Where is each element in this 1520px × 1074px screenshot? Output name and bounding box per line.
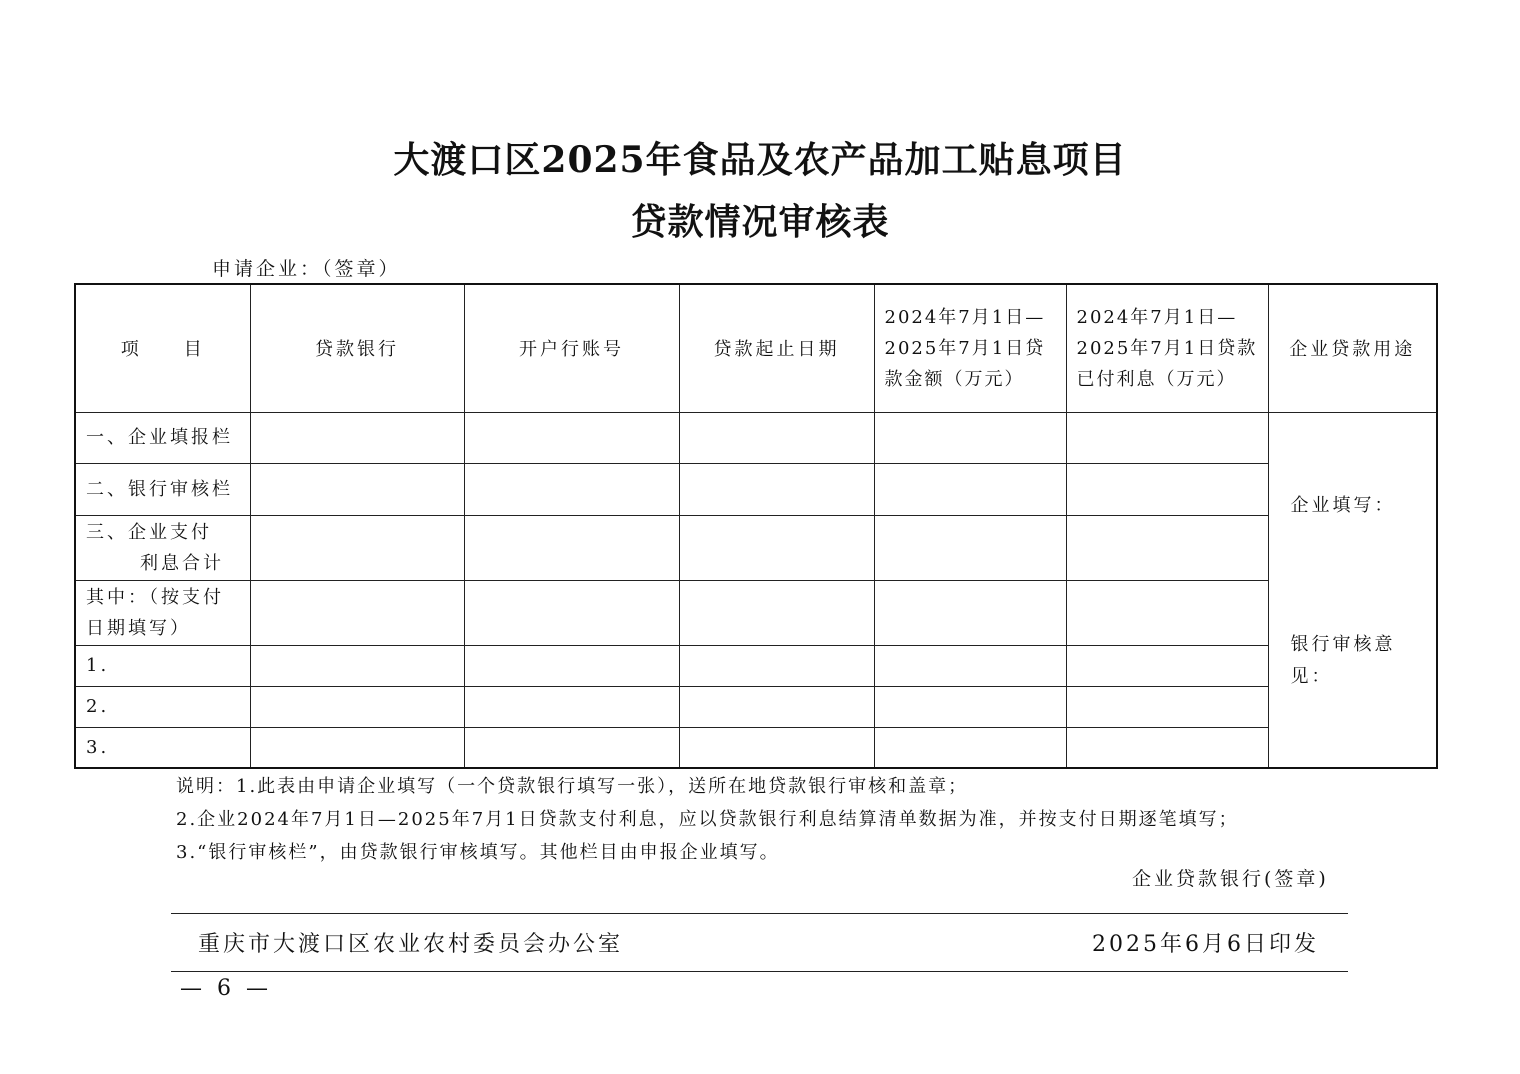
- row-label-bank-review: 二、银行审核栏: [75, 463, 250, 515]
- table-cell[interactable]: [250, 412, 464, 463]
- table-cell[interactable]: [464, 645, 679, 686]
- table-cell[interactable]: [679, 515, 874, 580]
- table-cell[interactable]: [1066, 727, 1268, 768]
- table-cell[interactable]: [679, 580, 874, 645]
- issue-date: 2025年6月6日印发: [1092, 932, 1319, 957]
- header-dates: 贷款起止日期: [679, 284, 874, 412]
- table-cell[interactable]: [679, 645, 874, 686]
- table-row: [75, 727, 1437, 768]
- table-cell[interactable]: [874, 686, 1066, 727]
- table-cell[interactable]: [464, 515, 679, 580]
- row-label-interest-total-line2: 利息合计: [140, 552, 224, 574]
- table-cell[interactable]: [874, 412, 1066, 463]
- table-cell[interactable]: [1066, 686, 1268, 727]
- header-interest: 2024年7月1日—2025年7月1日贷款已付利息（万元）: [1066, 284, 1268, 412]
- instruction-1: 说明：1.此表由申请企业填写（一个贷款银行填写一张），送所在地贷款银行审核和盖章；: [176, 776, 969, 797]
- table-row: [75, 686, 1437, 727]
- table-row: [75, 580, 1437, 645]
- header-item: 项 目: [75, 284, 250, 412]
- table-cell[interactable]: [464, 463, 679, 515]
- table-cell[interactable]: [250, 463, 464, 515]
- row-label-1: 1.: [75, 645, 250, 686]
- table-cell[interactable]: [250, 645, 464, 686]
- header-amount: 2024年7月1日—2025年7月1日贷款金额（万元）: [874, 284, 1066, 412]
- footer-divider-bottom: [171, 971, 1348, 972]
- table-cell[interactable]: [464, 727, 679, 768]
- document-subtitle: 贷款情况审核表: [630, 201, 890, 243]
- table-cell[interactable]: [464, 686, 679, 727]
- header-account: 开户行账号: [464, 284, 679, 412]
- instruction-3: 3.“银行审核栏”，由贷款银行审核填写。其他栏目由申报企业填写。: [176, 842, 780, 863]
- document-title: 大渡口区2025年食品及农产品加工贴息项目: [393, 139, 1127, 181]
- footer-divider-top: [171, 913, 1348, 914]
- table-cell[interactable]: [1066, 412, 1268, 463]
- table-cell[interactable]: [464, 412, 679, 463]
- usage-bank-opinion-label: 银行审核意见：: [1290, 633, 1396, 687]
- row-label-enterprise-report: 一、企业填报栏: [75, 412, 250, 463]
- header-bank: 贷款银行: [250, 284, 464, 412]
- table-cell[interactable]: [250, 580, 464, 645]
- bank-seal-label: 企业贷款银行(签章): [1132, 868, 1329, 890]
- row-label-breakdown: 其中：（按支付日期填写）: [75, 580, 250, 645]
- table-cell[interactable]: [874, 515, 1066, 580]
- table-cell[interactable]: [250, 686, 464, 727]
- loan-audit-table: [74, 283, 1438, 769]
- table-row: [75, 412, 1437, 463]
- row-label-interest-total-line1: 三、企业支付: [86, 521, 212, 543]
- table-cell[interactable]: [874, 463, 1066, 515]
- table-cell[interactable]: [250, 515, 464, 580]
- table-header-row: [75, 284, 1437, 412]
- row-label-3: 3.: [75, 727, 250, 768]
- table-cell[interactable]: [464, 580, 679, 645]
- table-cell[interactable]: [679, 727, 874, 768]
- table-cell[interactable]: [1066, 515, 1268, 580]
- table-cell[interactable]: [250, 727, 464, 768]
- table-row: [75, 463, 1437, 515]
- issuer-name: 重庆市大渡口区农业农村委员会办公室: [198, 932, 624, 957]
- table-cell[interactable]: [679, 412, 874, 463]
- header-usage: 企业贷款用途: [1268, 284, 1437, 412]
- table-row: [75, 515, 1437, 580]
- applicant-label: 申请企业：（签章）: [212, 258, 401, 280]
- row-label-interest-total: [75, 515, 250, 580]
- instruction-2: 2.企业2024年7月1日—2025年7月1日贷款支付利息，应以贷款银行利息结算清单数据为准，并按支付日期逐笔填写；: [176, 809, 1239, 830]
- table-cell[interactable]: [874, 727, 1066, 768]
- table-row: [75, 645, 1437, 686]
- table-cell[interactable]: [874, 645, 1066, 686]
- table-cell[interactable]: [1066, 463, 1268, 515]
- table-cell[interactable]: [874, 580, 1066, 645]
- instructions: [176, 770, 1239, 869]
- table-cell[interactable]: [679, 463, 874, 515]
- usage-cell[interactable]: [1268, 412, 1437, 768]
- row-label-2: 2.: [75, 686, 250, 727]
- table-cell[interactable]: [1066, 580, 1268, 645]
- table-cell[interactable]: [679, 686, 874, 727]
- page-number: — 6 —: [180, 976, 272, 1001]
- table-cell[interactable]: [1066, 645, 1268, 686]
- usage-enterprise-label: 企业填写：: [1290, 494, 1396, 516]
